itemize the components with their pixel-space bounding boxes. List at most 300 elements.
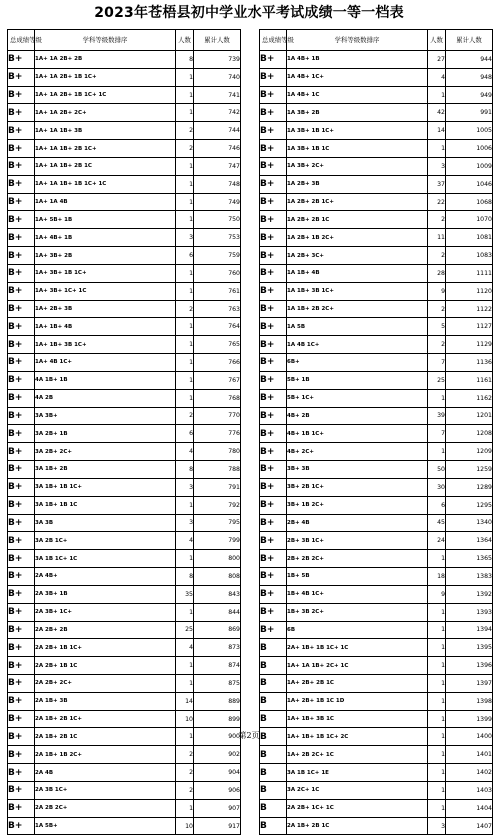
- count-cell: 2: [428, 211, 446, 229]
- cumulative-cell: 1209: [446, 443, 493, 461]
- cumulative-cell: 1396: [446, 657, 493, 675]
- table-body-left: [8, 51, 241, 835]
- table-row: [8, 229, 241, 247]
- count-cell: 1: [428, 639, 446, 657]
- table-row: [260, 514, 493, 532]
- sequence-cell: 1A+ 1B+ 3B 1C+: [35, 336, 176, 354]
- sequence-cell: 2A 4B+: [35, 568, 176, 586]
- grade-cell: B: [260, 674, 287, 692]
- table-row: [8, 51, 241, 69]
- grade-cell: B+: [260, 336, 287, 354]
- page-number: 第2页: [238, 731, 260, 740]
- grade-cell: B+: [260, 425, 287, 443]
- grade-cell: B+: [8, 657, 35, 675]
- count-cell: 2: [428, 247, 446, 265]
- table-row: [260, 568, 493, 586]
- page-title: 2023年苍梧县初中学业水平考试成绩一等一档表: [94, 5, 404, 21]
- sequence-cell: 3A 2C+ 1C: [287, 781, 428, 799]
- table-row: [260, 692, 493, 710]
- count-cell: 2: [428, 336, 446, 354]
- cumulative-cell: 761: [194, 282, 241, 300]
- grade-cell: B+: [8, 104, 35, 122]
- cumulative-cell: 791: [194, 478, 241, 496]
- table-row: [8, 657, 241, 675]
- count-cell: 35: [176, 585, 194, 603]
- grade-cell: B+: [260, 514, 287, 532]
- count-cell: 18: [428, 568, 446, 586]
- cumulative-cell: 792: [194, 496, 241, 514]
- count-cell: 1: [176, 193, 194, 211]
- table-row: [8, 175, 241, 193]
- table-row: [8, 425, 241, 443]
- count-cell: 2: [176, 122, 194, 140]
- count-cell: 2: [176, 764, 194, 782]
- count-cell: 2: [428, 300, 446, 318]
- cumulative-cell: 1393: [446, 603, 493, 621]
- cumulative-cell: 873: [194, 639, 241, 657]
- table-row: [8, 692, 241, 710]
- count-cell: 39: [428, 407, 446, 425]
- cumulative-cell: 748: [194, 175, 241, 193]
- grade-cell: B+: [8, 764, 35, 782]
- table-row: [260, 443, 493, 461]
- table-row: [8, 407, 241, 425]
- sequence-cell: 1A+ 2B+ 2B 1C: [287, 674, 428, 692]
- sequence-cell: 1A+ 2B 2C+ 1C: [287, 746, 428, 764]
- header-sequence: 学科等级数排序: [287, 30, 428, 51]
- count-cell: 1: [428, 86, 446, 104]
- count-cell: 9: [428, 282, 446, 300]
- cumulative-cell: 767: [194, 371, 241, 389]
- count-cell: 4: [176, 639, 194, 657]
- table-row: [8, 443, 241, 461]
- grade-cell: B+: [8, 461, 35, 479]
- grade-cell: B+: [8, 211, 35, 229]
- grade-cell: B+: [260, 550, 287, 568]
- cumulative-cell: 944: [446, 51, 493, 69]
- sequence-cell: 1A 3B+ 1B 1C: [287, 140, 428, 158]
- sequence-cell: 1A 1B+ 3B 1C+: [287, 282, 428, 300]
- sequence-cell: 1A 3B+ 2B: [287, 104, 428, 122]
- grade-cell: B+: [8, 478, 35, 496]
- sequence-cell: 1A 1B+ 2B 2C+: [287, 300, 428, 318]
- sequence-cell: 4A 2B: [35, 389, 176, 407]
- sequence-cell: 1A+ 1B+ 4B: [35, 318, 176, 336]
- count-cell: 4: [428, 68, 446, 86]
- count-cell: 1: [428, 389, 446, 407]
- grade-cell: B+: [260, 51, 287, 69]
- sequence-cell: 2A 3B 1C+: [35, 781, 176, 799]
- sequence-cell: 1A+ 1A 2B+ 2C+: [35, 104, 176, 122]
- table-row: [8, 264, 241, 282]
- grade-cell: B+: [260, 461, 287, 479]
- cumulative-cell: 750: [194, 211, 241, 229]
- sequence-cell: 2A 1B+ 2B 1C: [287, 817, 428, 835]
- count-cell: 1: [428, 710, 446, 728]
- grade-cell: B+: [8, 300, 35, 318]
- cumulative-cell: 875: [194, 674, 241, 692]
- table-row: [260, 247, 493, 265]
- sequence-cell: 3B+ 1B 2C+: [287, 496, 428, 514]
- table-row: [8, 300, 241, 318]
- grade-cell: B: [260, 639, 287, 657]
- count-cell: 1: [176, 371, 194, 389]
- table-row: [260, 674, 493, 692]
- grade-cell: B: [260, 817, 287, 835]
- count-cell: 37: [428, 175, 446, 193]
- header-count: 人数: [176, 30, 194, 51]
- sequence-cell: 3A 1B+ 1B 1C+: [35, 478, 176, 496]
- table-body-right: [260, 51, 493, 835]
- table-row: [260, 51, 493, 69]
- count-cell: 1: [176, 68, 194, 86]
- table-row: [260, 585, 493, 603]
- sequence-cell: 5B+ 1C+: [287, 389, 428, 407]
- table-row: [8, 354, 241, 372]
- sequence-cell: 2A 1B+ 1B 2C+: [35, 746, 176, 764]
- count-cell: 11: [428, 229, 446, 247]
- cumulative-cell: 795: [194, 514, 241, 532]
- cumulative-cell: 948: [446, 68, 493, 86]
- sequence-cell: 1A+ 1B+ 3B 1C: [287, 710, 428, 728]
- table-row: [260, 300, 493, 318]
- sequence-cell: 1A 4B+ 1C: [287, 86, 428, 104]
- count-cell: 2: [176, 140, 194, 158]
- cumulative-cell: 1083: [446, 247, 493, 265]
- count-cell: 1: [176, 496, 194, 514]
- sequence-cell: 2A 2B+ 1B 1C: [35, 657, 176, 675]
- count-cell: 6: [176, 425, 194, 443]
- grade-cell: B+: [8, 68, 35, 86]
- sequence-cell: 1A 1B+ 4B: [287, 264, 428, 282]
- grade-cell: B+: [8, 692, 35, 710]
- cumulative-cell: 1208: [446, 425, 493, 443]
- cumulative-cell: 1111: [446, 264, 493, 282]
- table-row: [260, 122, 493, 140]
- table-row: [8, 318, 241, 336]
- count-cell: 1: [176, 336, 194, 354]
- sequence-cell: 3B+ 3B: [287, 461, 428, 479]
- table-row: [8, 603, 241, 621]
- table-row: [8, 140, 241, 158]
- count-cell: 3: [428, 817, 446, 835]
- sequence-cell: 1B+ 3B 2C+: [287, 603, 428, 621]
- table-row: [8, 799, 241, 817]
- table-row: [260, 496, 493, 514]
- table-row: [8, 371, 241, 389]
- sequence-cell: 1A+ 1A 1B+ 2C+ 1C: [287, 657, 428, 675]
- count-cell: 25: [176, 621, 194, 639]
- cumulative-cell: 763: [194, 300, 241, 318]
- table-row: [8, 532, 241, 550]
- cumulative-cell: 1402: [446, 764, 493, 782]
- count-cell: 1: [176, 264, 194, 282]
- sequence-cell: 1A+ 1A 2B+ 1B 1C+ 1C: [35, 86, 176, 104]
- count-cell: 2: [176, 407, 194, 425]
- grade-cell: B+: [8, 264, 35, 282]
- grade-cell: B: [260, 764, 287, 782]
- cumulative-cell: 900: [194, 728, 241, 746]
- table-row: [8, 389, 241, 407]
- cumulative-cell: 1394: [446, 621, 493, 639]
- cumulative-cell: 1162: [446, 389, 493, 407]
- count-cell: 1: [428, 728, 446, 746]
- table-header-row: [8, 30, 241, 51]
- count-cell: 2: [176, 746, 194, 764]
- sequence-cell: 1A 2B+ 3C+: [287, 247, 428, 265]
- sequence-cell: 1A 4B 1C+: [287, 336, 428, 354]
- table-row: [260, 799, 493, 817]
- table-header-row: [260, 30, 493, 51]
- cumulative-cell: 1340: [446, 514, 493, 532]
- cumulative-cell: 949: [446, 86, 493, 104]
- cumulative-cell: 770: [194, 407, 241, 425]
- sequence-cell: 1A+ 5B+ 1B: [35, 211, 176, 229]
- table-row: [260, 425, 493, 443]
- cumulative-cell: 808: [194, 568, 241, 586]
- sequence-cell: 1A+ 4B+ 1B: [35, 229, 176, 247]
- sequence-cell: 2B+ 2B 2C+: [287, 550, 428, 568]
- cumulative-cell: 1400: [446, 728, 493, 746]
- cumulative-cell: 1392: [446, 585, 493, 603]
- cumulative-cell: 1397: [446, 674, 493, 692]
- grade-cell: B+: [8, 728, 35, 746]
- cumulative-cell: 1259: [446, 461, 493, 479]
- cumulative-cell: 1129: [446, 336, 493, 354]
- grade-cell: B+: [8, 407, 35, 425]
- count-cell: 2: [176, 300, 194, 318]
- grade-cell: B+: [8, 550, 35, 568]
- table-row: [260, 193, 493, 211]
- cumulative-cell: 739: [194, 51, 241, 69]
- table-row: [260, 657, 493, 675]
- grade-cell: B+: [8, 621, 35, 639]
- table-row: [260, 354, 493, 372]
- table-row: [8, 550, 241, 568]
- count-cell: 22: [428, 193, 446, 211]
- table-row: [8, 639, 241, 657]
- sequence-cell: 2A 1B+ 3B: [35, 692, 176, 710]
- grade-cell: B+: [8, 425, 35, 443]
- grade-cell: B: [260, 781, 287, 799]
- cumulative-cell: 788: [194, 461, 241, 479]
- sequence-cell: 1A 5B: [287, 318, 428, 336]
- count-cell: 1: [176, 86, 194, 104]
- grade-cell: B+: [260, 175, 287, 193]
- sequence-cell: 1A+ 2B+ 3B: [35, 300, 176, 318]
- table-row: [260, 532, 493, 550]
- cumulative-cell: 780: [194, 443, 241, 461]
- table-row: [260, 157, 493, 175]
- sequence-cell: 1A+ 1A 1B+ 2B 1C: [35, 157, 176, 175]
- count-cell: 2: [176, 781, 194, 799]
- table-row: [260, 389, 493, 407]
- count-cell: 1: [428, 621, 446, 639]
- sequence-cell: 2A 4B: [35, 764, 176, 782]
- sequence-cell: 3A 1B+ 1B 1C: [35, 496, 176, 514]
- grade-cell: B+: [260, 264, 287, 282]
- count-cell: 1: [176, 282, 194, 300]
- sequence-cell: 2A 3B+ 1C+: [35, 603, 176, 621]
- grade-cell: B+: [260, 496, 287, 514]
- cumulative-cell: 1005: [446, 122, 493, 140]
- sequence-cell: 1A 2B+ 1B 2C+: [287, 229, 428, 247]
- sequence-cell: 3B+ 2B 1C+: [287, 478, 428, 496]
- header-cumulative: 累计人数: [194, 30, 241, 51]
- cumulative-cell: 874: [194, 657, 241, 675]
- count-cell: 1: [176, 175, 194, 193]
- table-row: [8, 746, 241, 764]
- grade-cell: B+: [8, 51, 35, 69]
- count-cell: 24: [428, 532, 446, 550]
- grade-cell: B+: [8, 817, 35, 835]
- count-cell: 4: [176, 532, 194, 550]
- sequence-cell: 1A+ 2B+ 1B 1C 1D: [287, 692, 428, 710]
- grade-cell: B: [260, 746, 287, 764]
- cumulative-cell: 1009: [446, 157, 493, 175]
- table-row: [260, 140, 493, 158]
- sequence-cell: 3A 2B 1C+: [35, 532, 176, 550]
- grade-cell: B+: [8, 229, 35, 247]
- count-cell: 1: [428, 781, 446, 799]
- cumulative-cell: 844: [194, 603, 241, 621]
- cumulative-cell: 1046: [446, 175, 493, 193]
- table-row: [260, 764, 493, 782]
- count-cell: 1: [176, 157, 194, 175]
- cumulative-cell: 1201: [446, 407, 493, 425]
- count-cell: 1: [176, 104, 194, 122]
- cumulative-cell: 917: [194, 817, 241, 835]
- grade-cell: B: [260, 728, 287, 746]
- sequence-cell: 3A 2B+ 2C+: [35, 443, 176, 461]
- grade-cell: B+: [8, 710, 35, 728]
- table-row: [8, 568, 241, 586]
- sequence-cell: 2A 2B+ 2B: [35, 621, 176, 639]
- sequence-cell: 3A 3B: [35, 514, 176, 532]
- grade-cell: B+: [260, 140, 287, 158]
- cumulative-cell: 1399: [446, 710, 493, 728]
- grade-cell: B: [260, 799, 287, 817]
- grade-cell: B+: [8, 247, 35, 265]
- table-row: [260, 603, 493, 621]
- table-row: [8, 157, 241, 175]
- grade-cell: B: [260, 710, 287, 728]
- cumulative-cell: 740: [194, 68, 241, 86]
- count-cell: 1: [428, 603, 446, 621]
- table-row: [260, 68, 493, 86]
- grade-cell: B+: [260, 532, 287, 550]
- grade-cell: B+: [260, 122, 287, 140]
- sequence-cell: 2A 2B+ 1B 1C+: [35, 639, 176, 657]
- sequence-cell: 2A 1B+ 2B 1C: [35, 728, 176, 746]
- grade-cell: B+: [260, 86, 287, 104]
- cumulative-cell: 749: [194, 193, 241, 211]
- grade-cell: B+: [260, 407, 287, 425]
- table-row: [260, 371, 493, 389]
- table-row: [8, 514, 241, 532]
- count-cell: 7: [428, 354, 446, 372]
- count-cell: 7: [428, 425, 446, 443]
- cumulative-cell: 904: [194, 764, 241, 782]
- count-cell: 3: [176, 478, 194, 496]
- count-cell: 30: [428, 478, 446, 496]
- grade-cell: B+: [260, 229, 287, 247]
- cumulative-cell: 1006: [446, 140, 493, 158]
- ranking-table-right: [259, 29, 493, 835]
- table-row: [260, 282, 493, 300]
- table-row: [260, 407, 493, 425]
- count-cell: 1: [428, 674, 446, 692]
- sequence-cell: 1A+ 1B+ 1B 1C+ 2C: [287, 728, 428, 746]
- count-cell: 1: [176, 318, 194, 336]
- cumulative-cell: 1081: [446, 229, 493, 247]
- grade-cell: B+: [8, 799, 35, 817]
- cumulative-cell: 1365: [446, 550, 493, 568]
- cumulative-cell: 899: [194, 710, 241, 728]
- table-row: [8, 336, 241, 354]
- sequence-cell: 1B+ 4B 1C+: [287, 585, 428, 603]
- grade-cell: B: [260, 657, 287, 675]
- grade-cell: B+: [260, 282, 287, 300]
- cumulative-cell: 760: [194, 264, 241, 282]
- sequence-cell: 6B: [287, 621, 428, 639]
- header-grade: 总成绩等级: [260, 30, 287, 51]
- cumulative-cell: 1070: [446, 211, 493, 229]
- table-row: [8, 68, 241, 86]
- table-row: [8, 282, 241, 300]
- count-cell: 10: [176, 817, 194, 835]
- grade-cell: B+: [260, 300, 287, 318]
- sequence-cell: 2B+ 4B: [287, 514, 428, 532]
- grade-cell: B+: [8, 585, 35, 603]
- table-row: [8, 247, 241, 265]
- grade-cell: B+: [260, 68, 287, 86]
- sequence-cell: 1A+ 1A 1B+ 2B 1C+: [35, 140, 176, 158]
- sequence-cell: 1A+ 3B+ 1C+ 1C: [35, 282, 176, 300]
- cumulative-cell: 1289: [446, 478, 493, 496]
- count-cell: 1: [428, 692, 446, 710]
- count-cell: 5: [428, 318, 446, 336]
- grade-cell: B+: [8, 496, 35, 514]
- table-row: [260, 817, 493, 835]
- grade-cell: B+: [8, 140, 35, 158]
- grade-cell: B+: [260, 193, 287, 211]
- count-cell: 3: [428, 157, 446, 175]
- sequence-cell: 1A+ 1A 4B: [35, 193, 176, 211]
- count-cell: 1: [428, 657, 446, 675]
- table-row: [8, 211, 241, 229]
- count-cell: 1: [176, 550, 194, 568]
- sequence-cell: 1A 4B+ 1C+: [287, 68, 428, 86]
- sequence-cell: 1A 5B+: [35, 817, 176, 835]
- cumulative-cell: 1364: [446, 532, 493, 550]
- grade-cell: B+: [8, 157, 35, 175]
- sequence-cell: 1A+ 1A 1B+ 1B 1C+ 1C: [35, 175, 176, 193]
- sequence-cell: 1A 2B+ 2B 1C: [287, 211, 428, 229]
- sequence-cell: 2A 3B+ 1B: [35, 585, 176, 603]
- sequence-cell: 3A 2B+ 1B: [35, 425, 176, 443]
- cumulative-cell: 799: [194, 532, 241, 550]
- count-cell: 14: [428, 122, 446, 140]
- header-sequence: 学科等级数排序: [35, 30, 176, 51]
- table-row: [8, 781, 241, 799]
- sequence-cell: 1A 2B+ 2B 1C+: [287, 193, 428, 211]
- table-row: [260, 639, 493, 657]
- table-row: [260, 781, 493, 799]
- sequence-cell: 1B+ 5B: [287, 568, 428, 586]
- count-cell: 8: [176, 51, 194, 69]
- sequence-cell: 2A 2B+ 2C+: [35, 674, 176, 692]
